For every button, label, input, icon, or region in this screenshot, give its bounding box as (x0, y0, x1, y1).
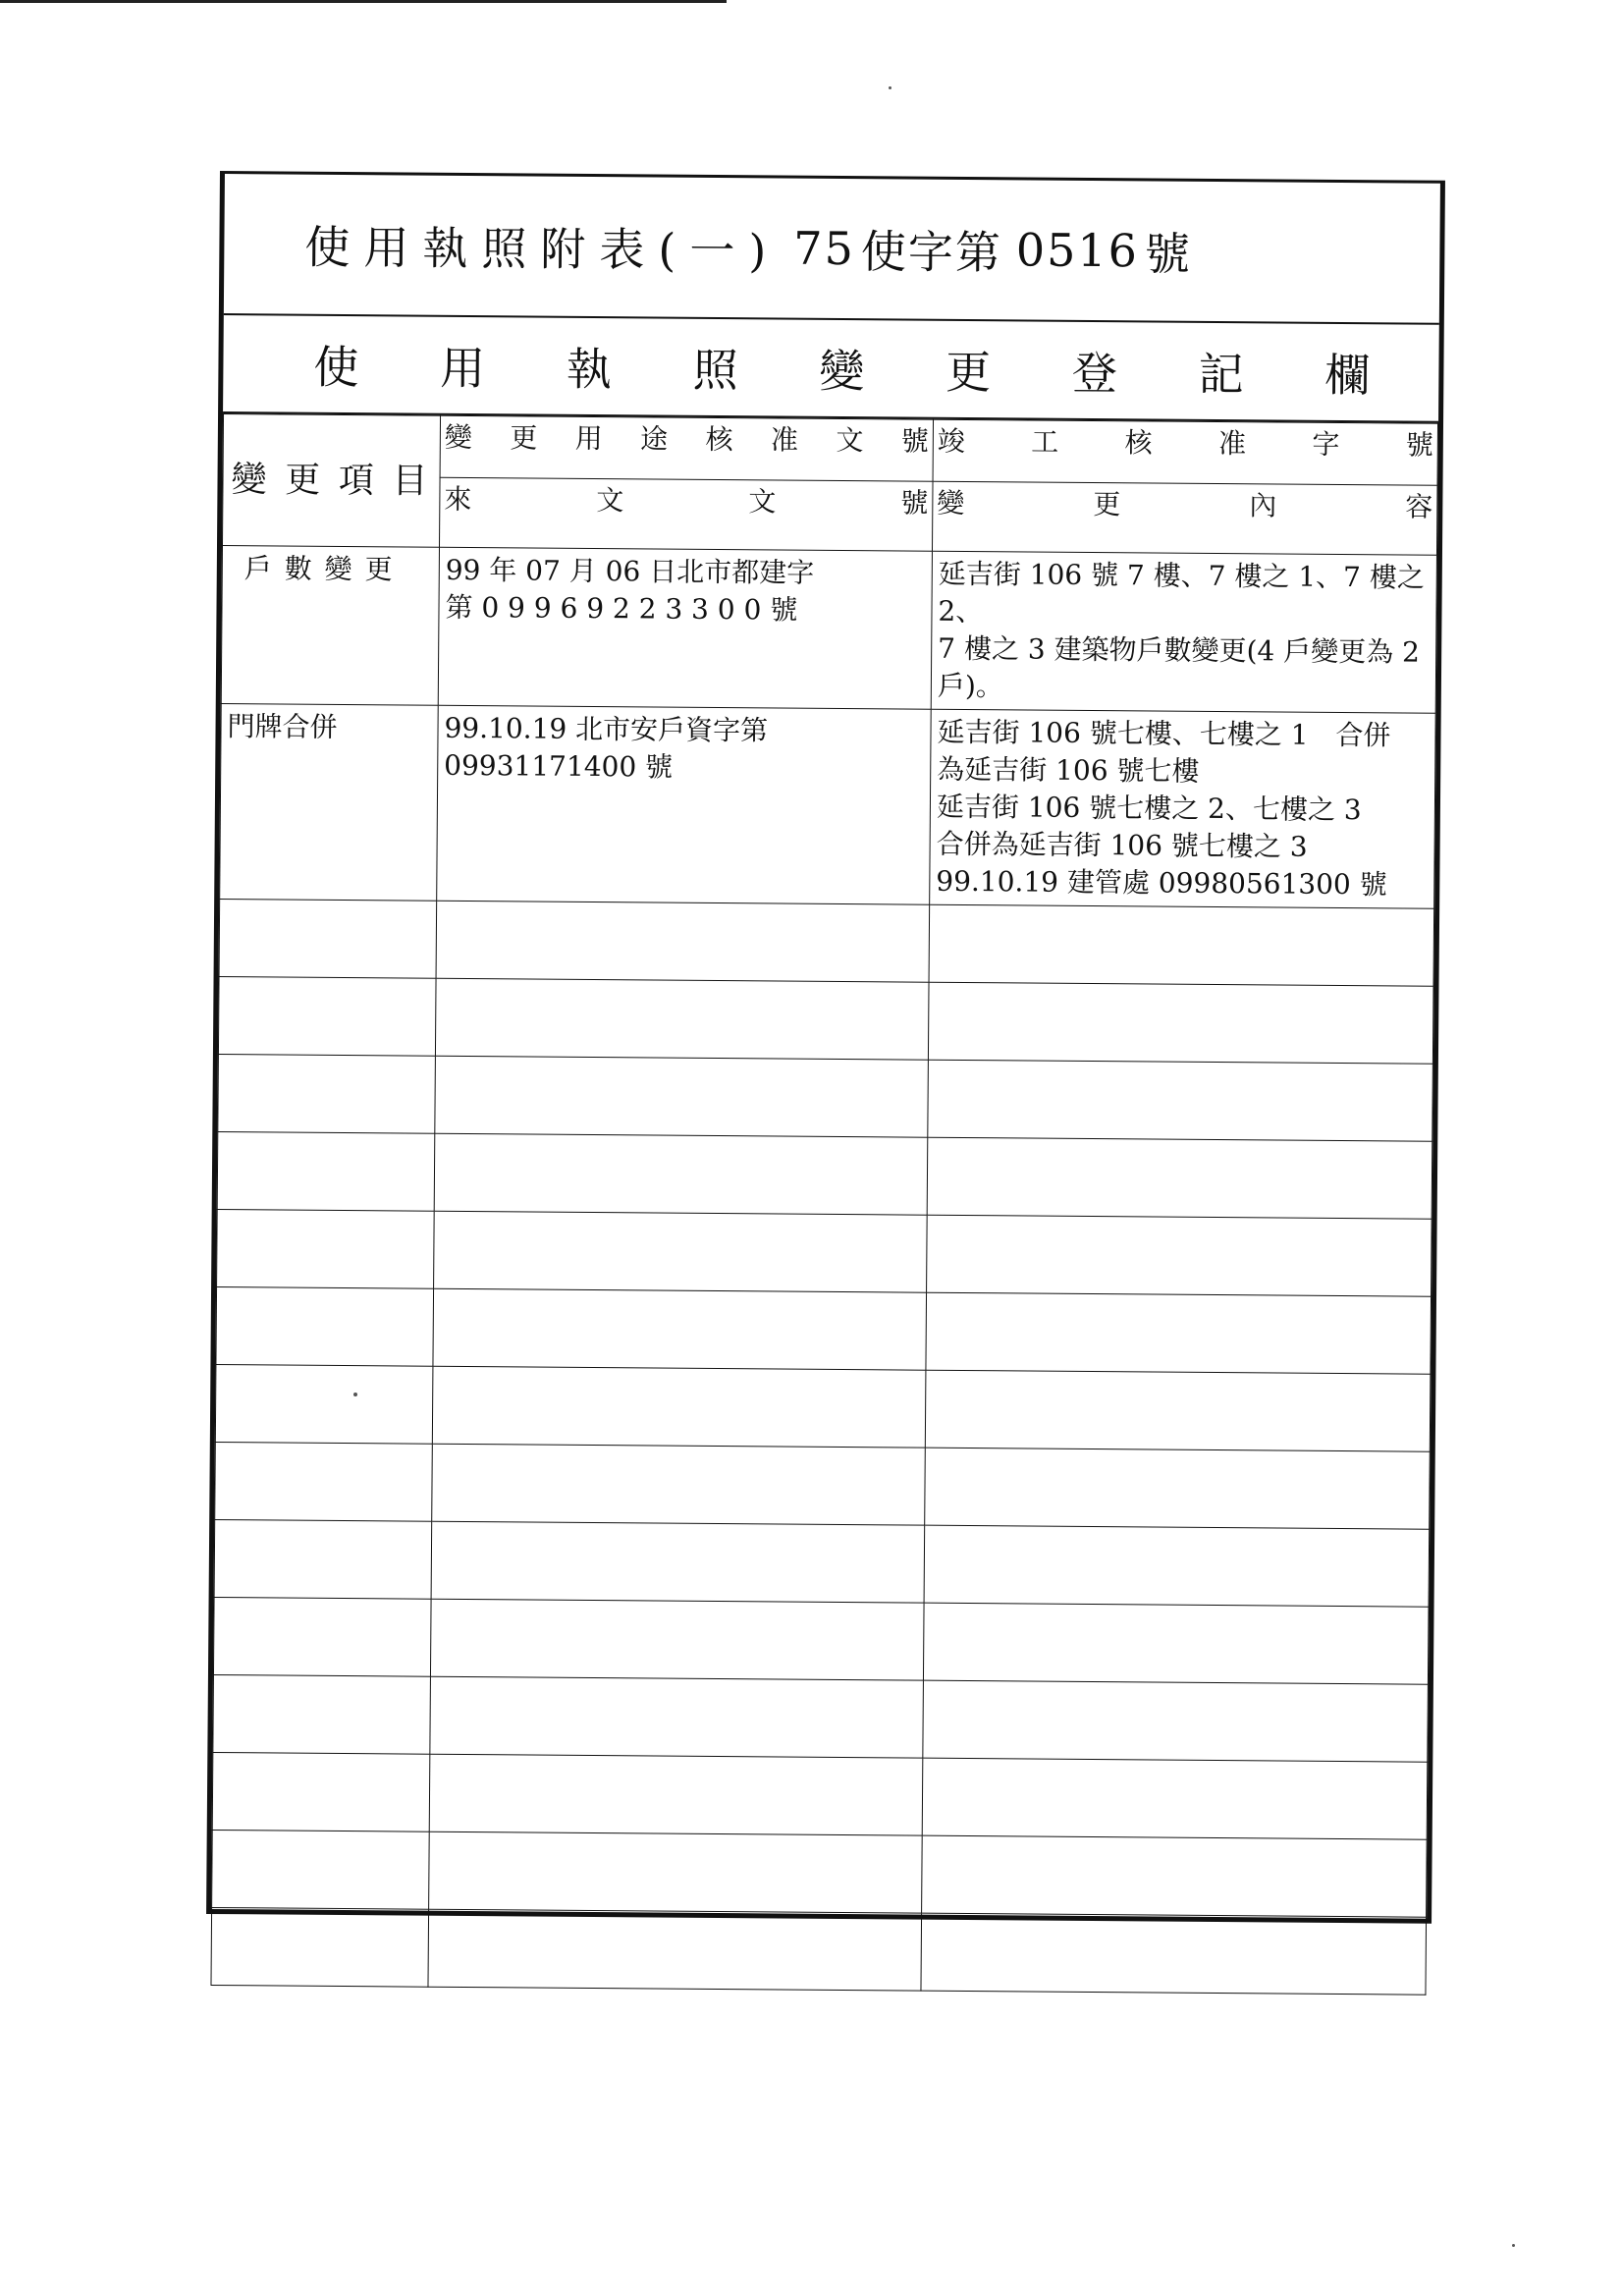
header-char: 核 (705, 422, 733, 457)
empty-cell (212, 1752, 430, 1831)
empty-cell (433, 1288, 927, 1370)
empty-cell (927, 1215, 1432, 1296)
empty-cell (218, 977, 436, 1057)
header-char: 變 (231, 459, 267, 500)
empty-cell (924, 1525, 1430, 1607)
empty-cell (922, 1835, 1428, 1917)
empty-row (216, 1287, 1432, 1375)
subtitle-char: 變 (819, 344, 865, 399)
header-item-cell (223, 414, 441, 548)
empty-cell (429, 1831, 923, 1913)
item-text: 門牌合併 (227, 710, 338, 743)
subtitle-char: 登 (1071, 346, 1118, 401)
empty-cell (432, 1366, 926, 1448)
page-title (224, 174, 1440, 325)
header-char: 文 (748, 485, 777, 519)
header-char: 目 (392, 460, 428, 502)
header-char: 變 (937, 486, 965, 519)
subtitle-char: 更 (945, 345, 992, 400)
empty-cell (430, 1676, 924, 1758)
doc-text: 99.10.19 北市安戶資字第 09931171400 號 (444, 711, 769, 784)
empty-cell (928, 982, 1433, 1064)
empty-cell (215, 1365, 433, 1445)
empty-cell (219, 900, 437, 979)
empty-row (219, 900, 1434, 987)
empty-cell (435, 978, 929, 1060)
scan-speck (1512, 2244, 1515, 2247)
empty-cell (922, 1758, 1428, 1839)
empty-cell (431, 1521, 925, 1603)
empty-cell (923, 1680, 1429, 1762)
doc-cell (437, 705, 932, 904)
header-char: 更 (510, 421, 538, 455)
title-number: 75 (793, 221, 856, 276)
subtitle-char: 欄 (1324, 348, 1371, 403)
empty-cell (929, 904, 1434, 986)
header-char: 字 (1312, 427, 1340, 461)
doc-cell (438, 547, 932, 709)
empty-row (215, 1443, 1431, 1530)
empty-cell (214, 1520, 432, 1600)
title-suffix: 使字第 (860, 225, 1003, 280)
header-char: 准 (770, 423, 799, 457)
empty-row (217, 1132, 1432, 1220)
empty-cell (216, 1287, 434, 1367)
empty-row (215, 1365, 1431, 1452)
header-char: 更 (285, 460, 321, 501)
empty-cell (217, 1132, 435, 1212)
title-code: 0516 (1015, 223, 1140, 278)
header-char: 容 (1405, 490, 1433, 523)
empty-cell (926, 1292, 1432, 1374)
empty-row (213, 1674, 1429, 1762)
empty-cell (430, 1599, 924, 1680)
empty-cell (434, 1133, 928, 1215)
scan-speck (889, 86, 892, 89)
empty-cell (928, 1060, 1433, 1141)
empty-row (212, 1752, 1428, 1839)
empty-cell (436, 901, 930, 982)
doc-text: 99 年 07 月 06 日北市都建字 第 0 9 9 6 9 2 2 3 3 0 0 號 (445, 553, 815, 627)
header-char: 內 (1249, 489, 1277, 522)
subtitle-char: 照 (692, 343, 738, 398)
empty-cell (215, 1443, 433, 1522)
header-char: 用 (574, 421, 603, 456)
header-char: 文 (836, 423, 864, 458)
empty-row (212, 1830, 1428, 1917)
header-char: 來 (444, 482, 472, 517)
header-char: 項 (338, 460, 375, 501)
item-cell (221, 546, 439, 706)
header-doc-top (440, 415, 933, 481)
empty-cell (218, 1055, 436, 1134)
empty-row (217, 1210, 1432, 1297)
empty-cell (925, 1448, 1431, 1529)
empty-cell (435, 1056, 929, 1137)
subtitle (223, 315, 1439, 423)
empty-cell (212, 1830, 430, 1909)
empty-row (218, 1055, 1433, 1142)
empty-row (214, 1520, 1430, 1608)
empty-cell (213, 1674, 431, 1754)
item-cell (220, 704, 439, 902)
header-char: 號 (900, 486, 929, 519)
empty-cell (923, 1603, 1429, 1684)
subtitle-char: 執 (566, 342, 613, 397)
empty-row (213, 1597, 1429, 1684)
header-item-label (223, 414, 440, 547)
empty-cell (927, 1137, 1432, 1219)
item-text: 戶 數 變 更 (243, 552, 395, 586)
header-char: 變 (444, 420, 473, 455)
content-cell (931, 551, 1436, 713)
empty-row (218, 977, 1433, 1065)
header-char: 工 (1031, 425, 1059, 459)
scan-edge-line (0, 0, 727, 3)
content-text: 延吉街 106 號 7 樓、7 樓之 1、7 樓之 2、 7 樓之 3 建築物戶數變更(4 戶變更為 2 戶)。 (937, 557, 1425, 703)
header-row (223, 414, 1437, 486)
header-char: 更 (1093, 487, 1121, 521)
header-char: 竣 (937, 424, 966, 458)
subtitle-char: 記 (1198, 347, 1244, 402)
license-sheet (206, 171, 1445, 1924)
header-content-bottom (932, 481, 1437, 555)
change-record-table (210, 413, 1438, 1995)
header-char: 途 (640, 422, 669, 456)
header-char: 文 (596, 484, 624, 518)
empty-cell (921, 1913, 1427, 1995)
empty-cell (428, 1909, 922, 1991)
table-row (220, 704, 1436, 909)
subtitle-char: 使 (313, 340, 359, 395)
title-end: 號 (1144, 227, 1205, 281)
content-cell (930, 709, 1436, 908)
header-char: 號 (1405, 428, 1433, 462)
empty-cell (211, 1907, 429, 1987)
empty-cell (432, 1444, 926, 1525)
empty-row (211, 1907, 1427, 1995)
empty-cell (429, 1754, 923, 1835)
header-doc-bottom (439, 477, 933, 551)
title-prefix: 使用執照附表(一) (304, 220, 781, 278)
empty-cell (213, 1597, 431, 1676)
empty-cell (217, 1210, 435, 1289)
header-char: 准 (1217, 426, 1247, 461)
subtitle-char: 用 (439, 341, 486, 396)
empty-cell (434, 1211, 928, 1292)
header-char: 核 (1124, 426, 1153, 460)
header-char: 號 (900, 424, 929, 458)
content-text: 延吉街 106 號七樓、七樓之 1 合併 為延吉街 106 號七樓 延吉街 106 號七樓之 2、七樓之 3 合併為延吉街 106 號七樓之 3 99.10.19 建管處 09980561300 號 (936, 715, 1391, 902)
header-content-top (933, 419, 1437, 485)
table-row (221, 546, 1436, 714)
empty-cell (925, 1370, 1431, 1451)
